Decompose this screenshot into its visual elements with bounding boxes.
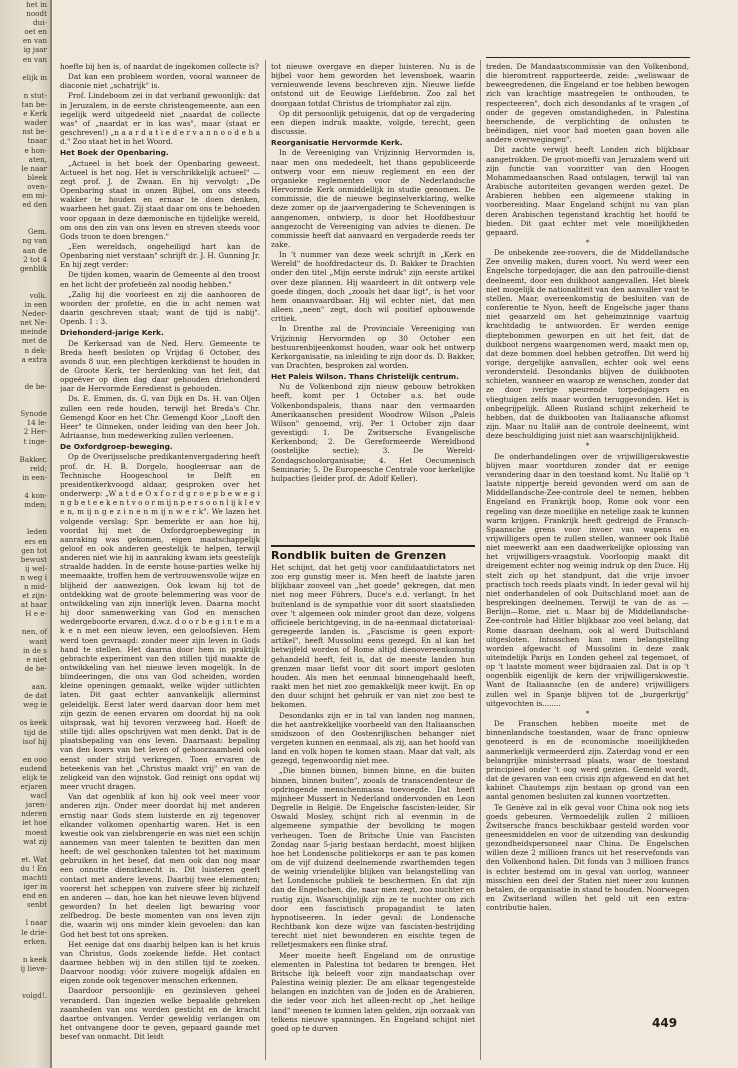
paragraph: Op de Overijsselsche predikantenvergadering heeft prof. dr. H. B. Dorgelo, hoogleeraar aan de Technische Hoogeschool te Delft en presidentkerkvoogd aldaar, gesproken over het onderwerp: „W a t d e O x f o r d g r o e p b e w e g i n g b e t e e k e n t v o o r m ij n p e r s o o n l ij k l e v e n, m ij n g e z i n e n m ij n w e r k". We lazen het volgende verslag: Spr. bemerkte er aan hoe hij, voordat hij met de Oxfordgroepbeweging in aanraking was gekomen, eigen maatschappelijk geloof en ook anderen geestelijk te helpen, terwijl anderen niet wie hij in aanraking kwam iets geestelijk straalde hadden. In de eerste house-parties welke hij meemaakte, troffen hem de vertrouwensvolle wijze en blijheid der aanwezigen. Ook kwam hij tot de ontdekking wat de groote belemmering was voor de ontwikkeling van zijn innerlijk leven. Daarna mocht hij door samenwerking van God en menschen wedergeboorte ervaren, d.w.z. d o o r b e g i n t e m a k e n met een nieuw leven, een geloofsleven. Hem werd toen gevraagd: zonder meer zijn leven in Gods hand te stellen. Het daarna door hem in praktijk gebrachte experiment van den stillen tijd maakte de ontwikkeling van het nieuwe leven mogelijk. In de blindeeringen, die ons van God scheiden, worden kleine openingen gemaakt, welke wijder uitlichten laten. Dit gaat echter aanvankelijk allerminst geleidelijk. Eerst later werd daarvan door hem met zijn gezin de eenen ervaren om doordat hij na ook uitspraak, wat hij tevoren verzweeg had. Hoeft de stille tijd: alles opschrijven wat men denkt. Dat is de plaatsbepaling van ons leven. Daarnaast: bepaling van den koers van het leven of gehoorzaamheid ook eenst onder strijd verkregen. Toen ervaren de beteekenis van het „Christus maakt vrij" en van de zeligkeid van den wijnstok. God reinigt ons opdat wij meer vrucht dragen. <box>60 452 260 792</box>
paragraph: De Kerkeraad van de Ned. Herv. Gemeente te Breda heeft besloten op Vrijdag 6 October, des avonds 8 uur, een plechtigen kerkdienst te houden in de Groote Kerk, ter herdenking van het feit, dat opgeëver op dien dag daar gehouden driehonderd jaar de Hervormde Eeredienst is gehouden. <box>60 338 260 394</box>
paragraph: Daardoor persoonlijk- en gezinsleven geheel veranderd. Dan ingezien welke bepaalde gebreken zaamheden van ons worden gesticht en de kracht daartoe ontvangen. Verder geweldig verlangen om het ontvangene door te geven, gepaard gaande met besef van onmacht. Dit leidt <box>60 986 260 1042</box>
top-rule <box>486 57 690 58</box>
paragraph: Nu de Volkenbond zijn nieuw gebouw betrokken heeft, komt per 1 October a.s. het oude Volkenbondspaleis, thans naar den vermaarden Amerikaanschen president Woodrow Wilson „Paleis Wilson" genoemd, vrij. Per 1 October zijn daar gevestigd: 1. De Zwitsersche Evangelische Kerkenbond; 2. De Gereformeerde Wereldbond (oostelijke sectie); 3. De Wereld-Zondagschoolorganisatie; 4. Het Oecumenisch Seminarie; 5. De Europeesche Centrale voor kerkelijke hulpacties (leider prof. dr. Adolf Keller). <box>271 382 475 483</box>
gutter-line: ng van <box>22 236 47 246</box>
gutter-line <box>0 64 50 73</box>
gutter-line: a extra <box>21 354 47 364</box>
gutter-line: n dek- <box>24 345 47 355</box>
gutter-line <box>0 273 50 282</box>
gutter-line: nen, of <box>21 627 47 637</box>
section-heading: De Oxfordgroep-beweging. <box>60 442 173 452</box>
gutter-line: Gem. <box>27 227 47 237</box>
gutter-line: e hon- <box>24 145 47 155</box>
gutter-line: reld; <box>29 463 47 473</box>
gutter-line: aan. <box>31 682 47 692</box>
gutter-line: in een <box>24 300 47 310</box>
gutter-line: in een- <box>22 472 47 482</box>
gutter-line: ij wel- <box>25 563 47 573</box>
paragraph: De Franschen hebben moeite met de binnenlandsche toestanden, waar de franc opnieuw genoteerd is en de economische moeilijkheden aanmerkelijk vermeerderd zijn. Zaterdag vond er een belangrijke ministerraad plaats, waar de toestand principieel onder 't oog werd gezien. Gemeld wordt, dat de gevaren van een crisis zijn afgewend en dat het kabinet Chautemps zijn bestaan op grond van een aantal genomen besluiten zal kunnen voortzetten. <box>486 719 689 802</box>
gutter-line: wacl <box>30 791 47 801</box>
gutter-line: senbt <box>26 900 47 910</box>
gutter-line: tnaar <box>27 136 47 146</box>
gutter-line <box>0 982 50 991</box>
gutter-line: moest <box>25 827 47 837</box>
gutter-line: elijk te <box>22 772 47 782</box>
gutter-line: isof hij <box>22 736 47 746</box>
gutter-line: iger in <box>23 882 47 892</box>
gutter-line: 2 Her- <box>23 427 47 437</box>
gutter-line: at haar <box>20 600 47 610</box>
gutter-line: et zijn- <box>22 591 47 601</box>
gutter-line <box>0 946 50 955</box>
gutter-line <box>0 400 50 409</box>
gutter-line: noodt <box>26 9 47 19</box>
gutter-line <box>0 282 50 291</box>
paragraph: De onderhandelingen over de vrijwilligerskwestie blijven maar voortduren zonder dat er eenige verandering daar in den toestand komt. Nu Italië op 't laatste nippertje bereid gevonden werd om aan de Middellandsche-Zee-controle deel te nemen, hebben Engeland en Frankrijk hoop, Rome ook voor een regeling van deze moeilijke en netelige zaak te kunnen warm krijgen. Frankrijk heeft gedreigd de Fransch-Spaansche grens voor invoer van wapens en vrijwilligers open te zullen stellen, wanneer ook Italië niet meewerkt aan een daadwerkelijke oplossing van het vrijwilligers-vraagstuk. Voorloopig maakt dit dreigement echter nog weinig indruk op den Duce. Hij stelt zich op het standpunt, dat die vrije invoer practisch toch reeds plaats vindt. In ieder geval wil hij niet onderhandelen of ook Duitschland moet aan de besprekingen deelnemen. Terwijl te van de as — Berlijn—Rome, ziet u. Maar bij de Middellandsche-Zee-controle had Hitler blijkbaar zoo veel belang, dat Rome daaraan deelnam, ook al werd Duitschland uitgesloten. Intusschen kan men belangstelling worden afgewacht of Mussolini in deze zaak uiteindelijk Parijs en Londen geheel zal tegemoet, of op 't laatste moment weer bijdraaien zal. Dat is op 't oogenblik eigenlijk de kern der vrijwilligerskwestie. Want de Italiaansche (en de andere) vrijwilligers zullen wel in Spanje blijven tot de „burgerkrijg" uitgevochten is........ <box>486 451 689 708</box>
gutter-line <box>0 673 50 682</box>
article-title: Rondblik buiten de Grenzen <box>271 549 447 562</box>
column-divider-1 <box>265 60 266 1060</box>
paragraph: Dat kan een probleem worden, vooral wanneer de diaconie niet „schatrijk" is. <box>60 72 260 91</box>
gutter-line: machti <box>22 873 47 882</box>
gutter-line: aten, <box>28 154 47 164</box>
gutter-line: met de <box>21 336 47 346</box>
paragraph: Op dit persoonlijk getuigenis, dat op de vergadering een diepen indruk maakte, volgde, terecht, geen discussie. <box>271 108 475 137</box>
gutter-line <box>0 482 50 491</box>
gutter-line: aan de <box>22 245 47 255</box>
paragraph: tot nieuwe overgave en dieper luisteren. Nu is de bijbel voor hem geworden het levensboek, waarin vernieuwende levens beschreven zijn. Nieuwe liefde ontstond uit de Eeuwige Liefdebron. Zoo zal het doorgaan totdat Christus de triomphator zal zijn. <box>271 62 475 108</box>
gutter-line <box>0 618 50 627</box>
paragraph: De tijden komen, waarin de Gemeente al den troost en het licht der profetieën zal noodig hebben." <box>60 270 260 289</box>
section-heading: Reorganisatie Hervormde Kerk. <box>271 138 403 148</box>
gutter-line: eudend <box>20 763 47 773</box>
gutter-line: volgd!. <box>21 991 47 1001</box>
gutter-line: oet en <box>24 27 47 37</box>
page-number: 449 <box>652 1016 678 1030</box>
gutter-line: erjaren <box>20 782 47 792</box>
paragraph: Het schijnt, dat het getij voor candidaatdictators net zoo erg gunstig meer is. Men heeft de laatste jaren blijkbaar zooveel van „het goede" gekregen, dat men niet nog meer Führers, Duce's e.d. verlangt. In het buitenland is de sympathie voor dit soort staatslieden over 't algemeen ook minder groot dan deze, volgens officieele berichtgeving, in de na-eenmaal dictatoriaal-geregeerde landen is. „Fascisme is geen export-artikel", heeft Mussolini eens gezegd. En al kan het betwijfeld worden of Rome altijd dienovereenkomstig gehandeld heeft, feit is, dat de meeste landen hun grenzen maar liefst voor dit soort import gesloten houden. Als men het eenmaal binnengehaald heeft, raakt men het niet zoo gemakkelijk meer kwijt. En op den duur schijnt het gebruik er van niet zoo best te bekomen. <box>271 563 475 710</box>
gutter-line: os keek <box>19 718 47 728</box>
gutter-line: n weg i <box>20 572 47 582</box>
gutter-line: nst be- <box>22 127 47 137</box>
paragraph: Het eenige dat ons daarbij helpen kan is het kruis van Christus, Gods zoekende liefde. Het contact daarmee hebben wij in den stillen tijd te zoeken. Daarvoor noodig: vóór zuivere mogelijk afdalen en eigen zonde ook tegenover menschen erkennen. <box>60 939 260 986</box>
gutter-line <box>0 391 50 400</box>
paragraph: Van dat ogenblik af kon hij ook veel meer voor anderen zijn. Onder meer doordat hij met anderen ernstig naar Gods stem luisterde en zij tegenover elkander volkomen openhartig waren. Het is een kwestie ook van zielsbrengerie en was niet een schijn aannemen van meer talenten te bezitten dan men heeft: de wel geschonken talenten tot het maximum gebruiken in het besef, dat men ook dan nog maar een onnutte dienstknecht is. Dit luisteren geeft contact met andere levens. Daarbij twee elementen; voorerst het scheppen van zuivere sfeer bij zichzelf en anderen — dan, hoe kan het nieuwe leven blijvend geworden? In het deelen ligt bewaring voor zelfbedrog. De beste momenten van ons leven zijn die, waarin wij ons minder klein gevoelen: dan kan God het best tot ons spreken. <box>60 792 260 939</box>
gutter-line: t inge- <box>23 436 47 446</box>
paragraph: Prof. Lindeboom zei in dat verband gewoonlijk: dat in Jeruzalem, in de eerste christengemeente, aan een iegelijk werd uitgedeeld niet „naardat de collecte was" of „naardat er in kas was", maar (staat er geschreven!) „n a a r d a t i e d e r v a n n o o d e h a d." Zoo staat het in het Woord. <box>60 91 260 147</box>
paragraph: Ds. E. Emmen, ds. G. van Dijk en Ds. H. van Oljen zullen een rede houden, terwijl het Breda's Chr. Gemengd Koor en het Chr. Gemengd Koor „Looft den Heer" te Ginneken, onder leiding van den heer Joh. Adriaanse, hun medewerking zullen verleenen. <box>60 394 260 441</box>
gutter-line: dui- <box>33 18 47 28</box>
paragraph: In Drenthe zal de Provinciale Vereeniging van Vrijzinnig Hervormden op 30 October een bestuurenbijeenkomst houden, waar ook het ontwerp Kerkorganisatie, na inleiding te zijn door ds. D. Bakker, van Drachten, besproken zal worden. <box>271 324 475 370</box>
gutter-line: wat zij <box>23 836 47 846</box>
gutter-line: mden; <box>24 500 47 510</box>
paragraph: „Een wereldsch, ongeheiligd hart kan de Openbaring niet verstaan" schrijft dr. J. H. Gunning Jr. En hij zegt verder: <box>60 241 260 270</box>
previous-page-edge <box>0 0 52 1068</box>
gutter-line: oven- <box>27 181 47 191</box>
column-middle-top <box>271 62 475 542</box>
article-header <box>271 545 475 563</box>
gutter-line: ij lieve- <box>20 963 47 973</box>
paragraph: hoefte bij hen is, of naardat de ingekomen collecte is? <box>60 62 259 71</box>
gutter-line: 14 le- <box>26 418 47 428</box>
gutter-line: gen tot <box>21 545 47 555</box>
gutter-line: du ! En <box>20 863 47 873</box>
column-divider-2 <box>480 60 481 1060</box>
gutter-line: 4 kon- <box>24 491 47 501</box>
gutter-line <box>0 209 50 218</box>
paragraph: In de Vereeniging van Vrijzinnig Hervormden is, naar men ons mededeelt, het thans gepubliceerde ontwerp voor een nieuw reglement en een der organieke reglementen voor de Nederlandsche Hervormde Kerk onmiddellijk in studie genomen. De commissie, die de nieuwe beginselverklaring, welke deze zomer op de jaarvergadering te Scheveningen is aangenomen, ontwierp, is door het Hoofdbestuur aangezocht de Vereeniging van advies te dienen. De commissie heeft dat aanvaard en vergaderde reeds ter zake. <box>271 148 475 249</box>
gutter-line: e niet <box>26 654 47 664</box>
gutter-line <box>0 82 50 91</box>
section-separator: * <box>585 237 590 247</box>
gutter-line: volk. <box>29 291 47 300</box>
gutter-line: n mid- <box>23 582 47 591</box>
gutter-line: jaren- <box>25 800 47 810</box>
gutter-line: Bakker, <box>19 454 47 464</box>
gutter-line: iet hoe <box>22 818 47 828</box>
gutter-line: en van <box>22 54 47 64</box>
gutter-line: het in <box>26 0 47 9</box>
gutter-line: net Ne- <box>19 318 47 328</box>
paragraph: In 't nummer van deze week schrijft in „Kerk en Wereld" de hoofdredacteur ds. D. Bakker te Drachten onder den titel „Mijn eerste indruk" zijn eerste artikel over deze plannen. Hij waardeert in dit ontwerp vele goede dingen, doch „zooals het daar ligt", is het voor hem onaanvaardbaar. Hij wil echter niet, dat men alleen „neen" zegt, doch wil positief opbouwende critiek. <box>271 250 475 324</box>
gutter-line <box>0 973 50 982</box>
gutter-line: weg ie <box>23 700 47 710</box>
gutter-line: tan be- <box>21 100 47 110</box>
section-separator: * <box>585 441 590 451</box>
gutter-line: ed den <box>22 200 47 210</box>
gutter-line: tijd de <box>23 727 47 737</box>
paragraph: treden. De Mandaatscommissie van den Volkenbond, die hieromtrent rapporteerde, zeide: „weliswaar de beweegredenen, die Engeland er toe hebben bewogen zich van krachtige maatregelen te onthouden, te respecteeren", doch zich desondanks af te vragen „of onder de gegeven omstandigheden, in Palestina heerschende, de verplichting de onlusten te beëindigen, niet voor had moeten gaan boven alle andere overwegingen". <box>486 62 689 145</box>
section-heading: Het Paleis Wilson. Thans Christelijk centrum. <box>271 372 459 382</box>
gutter-line <box>0 846 50 855</box>
paragraph: „Die binnen binnen, binnen binne, en die buiten binnen, binnen buiten", zooals de transcendenteur de opdringende menschenmassa toevoegde. Dat heeft mijnheer Mussert in Nederland ondervonden en Leon Degrelle in België. De Engelsche fascisten-leider, Sir Oswald Mosley, schijnt rich al evenmin in de algemeene sympathie der bevolking te mogen verheugen. Toen de Britsche Unie van Fascisten Zondag naar 5-jarig bestaan herdacht, moest blijken hoe het Londensche politiekorps er aan te pas komen om de vijf duizend deelnemende zwarthemden tegen de weinig vriendelijke blijken van belangstelling van het Londensche publiek te beschermen. En dat zijn dan de Engelschen, die, naar men zegt, zoo nuchter en rustig zijn. Waarschijnlijk zijn ze te nuchter om zich door een fascistisch propagandist te laten hypnotiseeren. In ieder geval: de Londensche Rechtbank kon deze wijze van fascisten-bestrijding terecht niet niet bewonderen en eischte tegen de relletjesmakers een flinke straf. <box>271 766 475 950</box>
gutter-line <box>0 518 50 527</box>
gutter-line <box>0 909 50 918</box>
gutter-line <box>0 509 50 518</box>
gutter-line: in de s <box>22 645 47 655</box>
gutter-line: de dat <box>24 691 47 701</box>
gutter-line: en ooo <box>22 754 47 764</box>
gutter-line <box>0 373 50 382</box>
gutter-line: n stut- <box>23 90 47 100</box>
gutter-line <box>0 709 50 718</box>
gutter-line: ers en <box>24 536 47 546</box>
gutter-line: bewust <box>20 554 47 564</box>
gutter-line: ig jaar <box>23 45 47 55</box>
gutter-line: le drie- <box>21 927 47 937</box>
gutter-line: want <box>29 636 47 646</box>
gutter-line: e Kerk <box>23 109 47 119</box>
gutter-line <box>0 364 50 373</box>
column-left <box>60 62 260 1062</box>
paragraph: De onbekende zee-roovers, die de Middellandsche Zee onveilig maken, duren voort. Nu werd weer een Engelsche torpedojager, die aan den patrouille-dienst deelneemt, door een duikboot aangevallen. Het bleek niet mogelijk de nationaliteit van den aanvaller vast te stellen. Maar, overeenkomstig de besluiten van de conferentie te Nyon, heeft de Engelsche jager thans niet geaarzeld om het geheimzinnige vaartuig krachtdadig te antwoorden. Er werden eenige dieptebommen geworpen en uit het feit, dat de duikboot nergens waargenomen werd, maakt men op, dat deze bommen doel hebben getroffen. Dit werd bij vorige, dergelijke aanvallen, echter ook wel eens verondersteld. Desondanks blijven de duikbooten schieten, wanneer en waarop ze wenschen, zonder dat ze door iverige speurende torpedojagers en vliegtuigen zelfs maar worden teruggevonden. Het is onbegrijpelijk. Alleen Rusland schijnt zekerheid te hebben, dat de duikbooten van Italiaansche afkomst zijn. Maar nu Italië aan de controle deelneemt, wint deze beschuldiging juist niet aan waarschijnlijkheid. <box>486 248 689 441</box>
paragraph: Dit zachte verwijt heeft Londen zich blijkbaar aangetrokken. De groot-moefti van Jeruzalem werd uit zijn functie van voorzitter van den Hoogen Mohammedaanschen Raad ontslagen, terwijl tal van Arabische autoriteiten gevangen werden gezet. De Arabieren hebben een algemeene staking in voorbereiding. Maar Engeland schijnt nu van plan deren Arabischen tegenstand krachtig het hoofd te bieden. Dit gaat echter met vele moeilijkheden gepaard. <box>486 145 689 237</box>
gutter-line <box>0 218 50 227</box>
gutter-line: genblik <box>19 263 47 273</box>
gutter-line: nderen <box>21 809 47 819</box>
gutter-line: en van <box>22 36 47 46</box>
gutter-line: 2 tot 4 <box>23 254 47 264</box>
section-heading: Het Boek der Openbaring. <box>60 148 169 158</box>
gutter-line: le naar <box>21 163 47 173</box>
gutter-line <box>0 446 50 455</box>
gutter-line: elijk in <box>22 72 47 82</box>
section-heading: Driehonderd-jarige Kerk. <box>60 328 164 338</box>
paragraph: Te Genève zal in elk geval voor China ook nog iets goeds gebeuren. Vermoedelijk zullen 2 millioen Zwitsersche francs beschikbaar gesteld worden voor geneesmiddelen en voor de uitzending van deskundig gezondheidspersoneel naar China. De Engelschen willen deze 2 millioen francs uit het reservefonds van den Volkenbond halen. Dit fonds van 3 millioen francs is echter bestemd om in geval van oorlog, wanneer misschien een deel der Staten niet meer zou kunnen betalen, de organisatie in stand te houden. Noorwegen en Zwitserland willen het geld uit een extra-contributie halen. <box>486 802 689 913</box>
gutter-line: Neder- <box>21 309 47 319</box>
gutter-line <box>0 746 50 755</box>
gutter-line: et. Wat <box>21 854 47 864</box>
gutter-line: erken. <box>23 936 47 946</box>
gutter-line: n keek <box>22 954 47 964</box>
column-right <box>486 62 689 992</box>
gutter-line: em mi- <box>22 190 47 200</box>
gutter-line: l naar <box>25 918 47 928</box>
section-separator: * <box>585 708 590 718</box>
paragraph: „Zalig hij die voorleest en zij die aanhooren de woorden der profetie, en die in acht nemen wat daarin geschreven staat; want de tijd is nabij". Openb. 1 : 3. <box>60 289 260 327</box>
gutter-line: leden <box>26 527 47 537</box>
gutter-line: H e e- <box>25 609 47 619</box>
gutter-line: end en <box>22 891 47 901</box>
paragraph: „Actueel is het boek der Openbaring geweest. Actueel is het nog. Het is verschrikkelijk actueel" — zegt prof. J. de Zwaan. En hij vervolgt: „De Openbaring staat in onzen Bijbel, om ons steeds wakker te houden en ernaar te doen denken, waarheen het gaat. Zij staat daar om ons te behoeden voor opgaan in deze dæmonische en tijdelijke wereld, om ons den zin van ons leven en streven steeds voor Gods troon te doen brengen." <box>60 158 260 241</box>
gutter-line: de be- <box>24 381 47 391</box>
gutter-line: Synode <box>20 409 47 419</box>
gutter-line: meinde <box>20 327 47 337</box>
column-middle-bottom <box>271 563 475 1043</box>
gutter-line: bleek <box>27 172 47 182</box>
paragraph: Meer moeite heeft Engeland om de onrustige elementen in Palestina tot bedaren te brengen. Het Britsche lijk beleeft voor zijn mandaatschap over Palestina weinig plezier. De am elkaar tegengestelde belangen en inzichten van de Joden en de Arabieren, die ieder voor zich het alleen-recht op „het heilige land" meenen te kunnen laten gelden, zijn oorzaak van telkens nieuwe spanningen. En Engeland schijnt niet goed op te durven <box>271 950 475 1033</box>
gutter-line: wader <box>24 118 47 128</box>
paragraph: Desondanks zijn er in tal van landen nog mannen, die het aantrekkelijke voorbeeld van den Italiaanschen smidszoon of den Oostenrijkschen behanger niet vergeten kunnen en eenmaal, als zij, aan het hoofd van land en volk hopen te komen staan. Maar dat valt, als gezegd, tegenwoordig niet mee. <box>271 710 475 766</box>
gutter-line: de be- <box>24 663 47 673</box>
